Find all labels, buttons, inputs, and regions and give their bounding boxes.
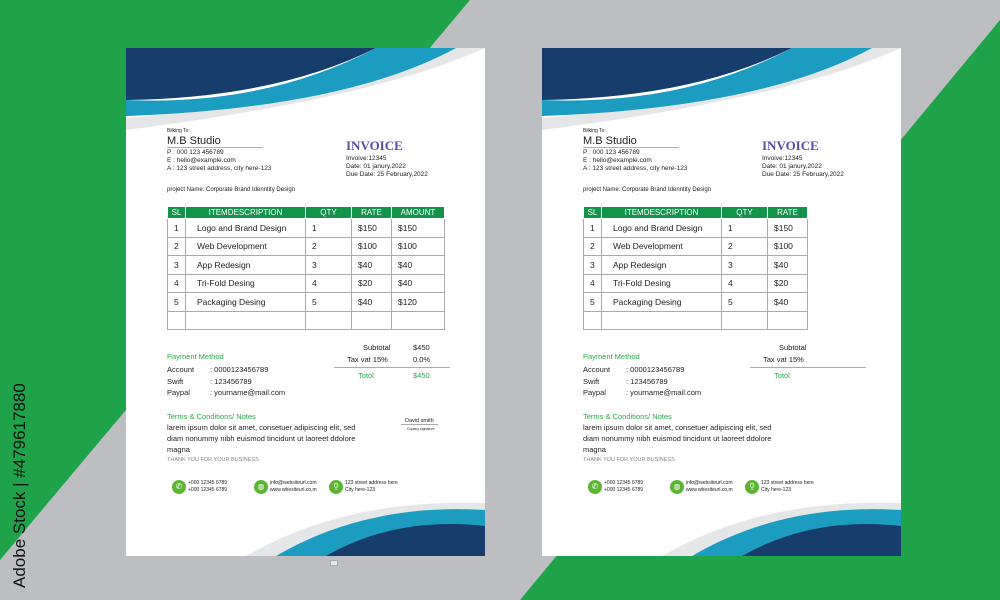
table-row (584, 219, 808, 238)
mail-icon (330, 560, 338, 566)
table-row (168, 237, 445, 256)
column-header: QTY (306, 207, 352, 219)
column-header: AMOUNT (392, 207, 445, 219)
table-cell: 3 (306, 256, 352, 275)
project-name: project Name: Corporate Brand Idenntity Design (583, 187, 712, 193)
totals-divider (750, 367, 866, 368)
table-header-row (168, 207, 445, 219)
column-header: SL (168, 207, 186, 219)
table-cell: 3 (722, 256, 768, 275)
paypal-label: Paypal (583, 388, 606, 397)
stock-watermark: Adobe Stock | #479617880 (10, 383, 29, 588)
account-label: Account (583, 365, 611, 374)
invoice-page-left (126, 48, 485, 556)
table-cell: 4 (168, 274, 186, 293)
table-cell: 4 (306, 274, 352, 293)
table-cell: $40 (352, 256, 392, 275)
table-cell: 1 (722, 219, 768, 238)
swift-value: : 123456789 (210, 377, 252, 386)
table-row (584, 274, 808, 293)
invoice-date: Date: 01 janury,2022 (346, 163, 406, 170)
subtotal-label: Subtotal (363, 343, 391, 352)
invoice-number: Invoive:12345 (762, 155, 803, 162)
table-cell (186, 311, 306, 330)
table-cell: 2 (168, 237, 186, 256)
location-line-2: City here-123 (345, 487, 376, 493)
table-cell: 1 (584, 219, 602, 238)
table-cell: $20 (768, 274, 808, 293)
table-cell: $150 (392, 219, 445, 238)
table-cell: $100 (768, 237, 808, 256)
swift-label: Swift (167, 377, 184, 386)
table-cell: 3 (584, 256, 602, 275)
table-cell: Tri-Fold Desing (186, 274, 306, 293)
table-cell: 4 (584, 274, 602, 293)
table-cell: $150 (768, 219, 808, 238)
paypal-value: : yourname@mail.com (210, 388, 286, 397)
thank-you: THANK YOU FOR YOUR BUSINESS (167, 457, 259, 463)
table-row (168, 311, 445, 330)
table-cell: $20 (352, 274, 392, 293)
total-label: Totol (774, 371, 790, 380)
subtotal-value: $450 (413, 343, 430, 352)
table-cell (352, 311, 392, 330)
table-cell (392, 311, 445, 330)
phone-line-1: +000 12345 6789 (604, 480, 644, 486)
invoice-due-date: Due Date: 25 February,2022 (346, 171, 428, 178)
table-cell (168, 311, 186, 330)
table-header-row (584, 207, 808, 219)
web-line-1: info@websiteurl.com (686, 480, 733, 486)
column-header: RATE (768, 207, 808, 219)
table-cell: App Redesign (186, 256, 306, 275)
company-phone: P : 000 123 456789 (583, 149, 640, 156)
items-table (167, 206, 445, 330)
company-name: M.B Studio (583, 135, 679, 148)
table-row (168, 293, 445, 312)
terms-text: larem ipsum dolor sit amet, consetuer adipiscing elit, sed diam nonummy nibh euismod tincidunt ut laoreet ddolore magna (167, 423, 356, 454)
location-icon: ⚲ (329, 480, 343, 494)
table-cell: $40 (392, 256, 445, 275)
table-cell: Web Development (186, 237, 306, 256)
column-header: QTY (722, 207, 768, 219)
terms-heading: Terms & Conditions/ Notes (167, 412, 256, 421)
invoice-title: INVOICE (346, 138, 403, 153)
tax-value: 0.0% (413, 355, 431, 364)
phone-line-2: +000 12345 6789 (188, 487, 228, 493)
company-email: E : hello@example.com (583, 157, 652, 164)
web-line-1: info@websiteurl.com (270, 480, 317, 486)
table-cell: 1 (168, 219, 186, 238)
invoice-date: Date: 01 janury,2022 (762, 163, 822, 170)
table-cell: $40 (392, 274, 445, 293)
table-cell (584, 311, 602, 330)
company-name: M.B Studio (167, 135, 263, 148)
table-cell: 5 (306, 293, 352, 312)
table-row (584, 237, 808, 256)
swift-label: Swift (583, 377, 600, 386)
phone-line-1: +000 12345 6789 (188, 480, 228, 486)
table-cell (306, 311, 352, 330)
tax-label: Tax vat 15% (347, 355, 388, 364)
table-cell: $120 (392, 293, 445, 312)
table-cell: $40 (768, 256, 808, 275)
project-name: project Name: Corporate Brand Idenntity Design (167, 187, 296, 193)
total-label: Totol (358, 371, 374, 380)
column-header: ITEMDESCRIPTION (186, 207, 306, 219)
swift-value: : 123456789 (626, 377, 668, 386)
phone-icon: ✆ (588, 480, 602, 494)
table-cell: 2 (584, 237, 602, 256)
thank-you: THANK YOU FOR YOUR BUSINESS (583, 457, 675, 463)
payment-heading: Payment Method (167, 352, 224, 361)
table-cell: 5 (168, 293, 186, 312)
location-icon: ⚲ (745, 480, 759, 494)
invoice-number: Invoive:12345 (346, 155, 387, 162)
billing-label: Bilking To: (583, 128, 606, 134)
location-line-1: 123 street address here (761, 480, 814, 486)
company-address: A : 123 street address, city here-123 (167, 165, 272, 172)
invoice-page-right (542, 48, 901, 556)
subtotal-label: Subtotal (779, 343, 807, 352)
table-cell: 4 (722, 274, 768, 293)
invoice-due-date: Due Date: 25 February,2022 (762, 171, 844, 178)
tax-label: Tax vat 15% (763, 355, 804, 364)
billing-label: Bilking To: (167, 128, 190, 134)
table-cell: 5 (584, 293, 602, 312)
table-cell: 1 (306, 219, 352, 238)
terms-heading: Terms & Conditions/ Notes (583, 412, 672, 421)
company-email: E : hello@example.com (167, 157, 236, 164)
totals-divider (334, 367, 450, 368)
paypal-label: Paypal (167, 388, 190, 397)
column-header: SL (584, 207, 602, 219)
table-cell: 5 (722, 293, 768, 312)
table-row (584, 293, 808, 312)
table-cell (722, 311, 768, 330)
paypal-value: : yourname@mail.com (626, 388, 702, 397)
table-row (168, 256, 445, 275)
signature-name: David smith (401, 418, 438, 425)
invoice-title: INVOICE (762, 138, 819, 153)
table-row (584, 256, 808, 275)
table-cell: Logo and Brand Design (602, 219, 722, 238)
payment-heading: Payment Method (583, 352, 640, 361)
table-row (584, 311, 808, 330)
table-cell (768, 311, 808, 330)
column-header: ITEMDESCRIPTION (602, 207, 722, 219)
web-icon: ◍ (254, 480, 268, 494)
web-line-2: www.wbesiteurl.co,m (270, 487, 317, 493)
terms-text: larem ipsum dolor sit amet, consetuer adipiscing elit, sed diam nonummy nibh euismod tincidunt ut laoreet ddolore magna (583, 423, 772, 454)
web-line-2: www.wbesiteurl.co,m (686, 487, 733, 493)
company-phone: P : 000 123 456789 (167, 149, 224, 156)
items-table (583, 206, 808, 330)
company-address: A : 123 street address, city here-123 (583, 165, 688, 172)
phone-icon: ✆ (172, 480, 186, 494)
table-cell: Packaging Desing (602, 293, 722, 312)
table-cell: $150 (352, 219, 392, 238)
account-value: : 0000123456789 (626, 365, 685, 374)
table-cell: 2 (722, 237, 768, 256)
table-cell: App Redesign (602, 256, 722, 275)
table-cell: $100 (392, 237, 445, 256)
table-cell: $100 (352, 237, 392, 256)
table-cell: 2 (306, 237, 352, 256)
account-label: Account (167, 365, 195, 374)
table-row (168, 219, 445, 238)
table-cell: Logo and Brand Design (186, 219, 306, 238)
table-cell: Tri-Fold Desing (602, 274, 722, 293)
table-cell: $40 (352, 293, 392, 312)
location-line-1: 123 street address here (345, 480, 398, 486)
table-cell: $40 (768, 293, 808, 312)
table-cell (602, 311, 722, 330)
total-value: $450 (413, 371, 430, 380)
table-cell: Web Development (602, 237, 722, 256)
table-cell: Packaging Desing (186, 293, 306, 312)
signature-label: Copany signature (407, 427, 435, 431)
web-icon: ◍ (670, 480, 684, 494)
phone-line-2: +000 12345 6789 (604, 487, 644, 493)
column-header: RATE (352, 207, 392, 219)
location-line-2: City here-123 (761, 487, 792, 493)
table-row (168, 274, 445, 293)
table-cell: 3 (168, 256, 186, 275)
account-value: : 0000123456789 (210, 365, 269, 374)
